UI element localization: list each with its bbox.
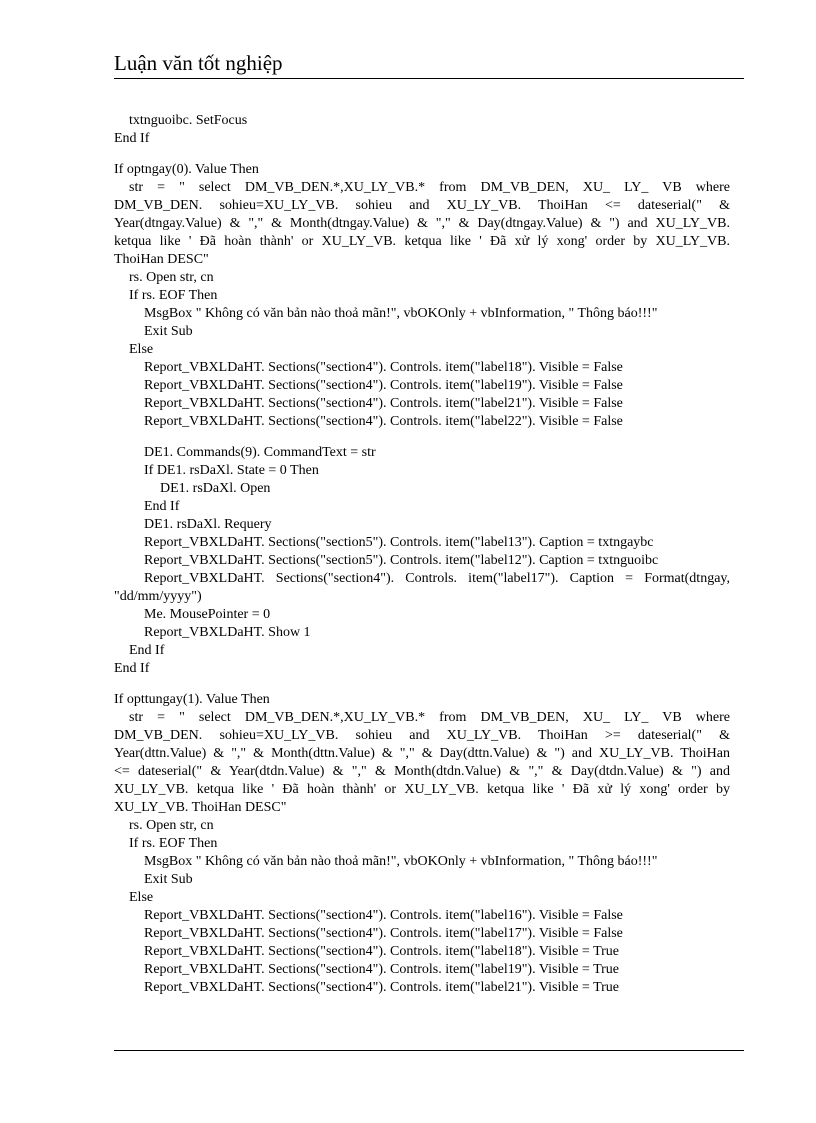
code-line: Report_VBXLDaHT. Sections("section4"). Controls. item("label21"). Visible = False	[144, 396, 623, 411]
code-line: Year(dtngay.Value) & "," & Month(dtngay.Value) & "," & Day(dtngay.Value) & ") and XU_LY_VB.	[114, 216, 730, 231]
code-line: rs. Open str, cn	[129, 818, 214, 833]
code-line: End If	[114, 661, 150, 676]
footer-rule	[114, 1050, 744, 1051]
code-line: DM_VB_DEN. sohieu=XU_LY_VB. sohieu and XU_LY_VB. ThoiHan >= dateserial(" &	[114, 728, 730, 743]
blank-line	[114, 148, 730, 161]
code-line: Report_VBXLDaHT. Show 1	[144, 625, 311, 640]
code-line: txtnguoibc. SetFocus	[129, 113, 248, 128]
code-line: MsgBox " Không có văn bản nào thoả mãn!", vbOKOnly + vbInformation, " Thông báo!!!"	[144, 306, 658, 321]
code-line: Exit Sub	[144, 324, 193, 339]
code-line: Report_VBXLDaHT. Sections("section5"). Controls. item("label13"). Caption = txtngaybc	[144, 535, 654, 550]
code-line: Exit Sub	[144, 872, 193, 887]
code-line: str = " select DM_VB_DEN.*,XU_LY_VB.* from DM_VB_DEN, XU_ LY_ VB where	[129, 710, 730, 725]
code-listing	[114, 112, 730, 997]
code-line: Report_VBXLDaHT. Sections("section4"). Controls. item("label19"). Visible = False	[144, 378, 623, 393]
code-line: MsgBox " Không có văn bản nào thoả mãn!", vbOKOnly + vbInformation, " Thông báo!!!"	[144, 854, 658, 869]
blank-line	[114, 431, 730, 444]
code-line: ThoiHan DESC"	[114, 252, 209, 267]
code-line: rs. Open str, cn	[129, 270, 214, 285]
code-line: "dd/mm/yyyy")	[114, 589, 202, 604]
header-rule	[114, 78, 744, 79]
code-line: Else	[129, 890, 154, 905]
code-line: Report_VBXLDaHT. Sections("section4"). Controls. item("label18"). Visible = False	[144, 360, 623, 375]
code-line: DE1. rsDaXl. Requery	[144, 517, 272, 532]
code-line: Report_VBXLDaHT. Sections("section5"). Controls. item("label12"). Caption = txtnguoibc	[144, 553, 659, 568]
code-line: Year(dttn.Value) & "," & Month(dttn.Value) & "," & Day(dttn.Value) & ") and XU_LY_VB. ThoiHan	[114, 746, 730, 761]
code-line: End If	[129, 643, 165, 658]
code-line: XU_LY_VB. ThoiHan DESC"	[114, 800, 287, 815]
code-line: End If	[114, 131, 150, 146]
code-line: DM_VB_DEN. sohieu=XU_LY_VB. sohieu and XU_LY_VB. ThoiHan <= dateserial(" &	[114, 198, 730, 213]
code-line: End If	[144, 499, 180, 514]
code-line: str = " select DM_VB_DEN.*,XU_LY_VB.* from DM_VB_DEN, XU_ LY_ VB where	[129, 180, 730, 195]
code-line: ketqua like ' Đã hoàn thành' or XU_LY_VB. ketqua like ' Đã xử lý xong' order by XU_LY_VB.	[114, 234, 730, 249]
code-line: Report_VBXLDaHT. Sections("section4"). Controls. item("label17"). Visible = False	[144, 926, 623, 941]
blank-line	[114, 678, 730, 691]
code-line: Me. MousePointer = 0	[144, 607, 271, 622]
code-line: If rs. EOF Then	[129, 288, 218, 303]
code-line: Report_VBXLDaHT. Sections("section4"). Controls. item("label17"). Caption = Format(dtngay,	[144, 571, 730, 586]
code-line: Else	[129, 342, 154, 357]
code-line: Report_VBXLDaHT. Sections("section4"). Controls. item("label22"). Visible = False	[144, 414, 623, 429]
code-line: Report_VBXLDaHT. Sections("section4"). Controls. item("label19"). Visible = True	[144, 962, 620, 977]
code-line: Report_VBXLDaHT. Sections("section4"). Controls. item("label16"). Visible = False	[144, 908, 623, 923]
code-line: If optngay(0). Value Then	[114, 162, 259, 177]
code-line: DE1. rsDaXl. Open	[160, 481, 271, 496]
code-line: If rs. EOF Then	[129, 836, 218, 851]
code-line: <= dateserial(" & Year(dtdn.Value) & "," & Month(dtdn.Value) & "," & Day(dtdn.Value) & ") and	[114, 764, 730, 779]
code-line: XU_LY_VB. ketqua like ' Đã hoàn thành' or XU_LY_VB. ketqua like ' Đã xử lý xong' order by	[114, 782, 730, 797]
code-line: DE1. Commands(9). CommandText = str	[144, 445, 376, 460]
code-line: If DE1. rsDaXl. State = 0 Then	[144, 463, 319, 478]
code-line: Report_VBXLDaHT. Sections("section4"). Controls. item("label18"). Visible = True	[144, 944, 620, 959]
page-header-title: Luận văn tốt nghiệp	[114, 51, 283, 75]
code-line: If opttungay(1). Value Then	[114, 692, 270, 707]
code-line: Report_VBXLDaHT. Sections("section4"). Controls. item("label21"). Visible = True	[144, 980, 620, 995]
